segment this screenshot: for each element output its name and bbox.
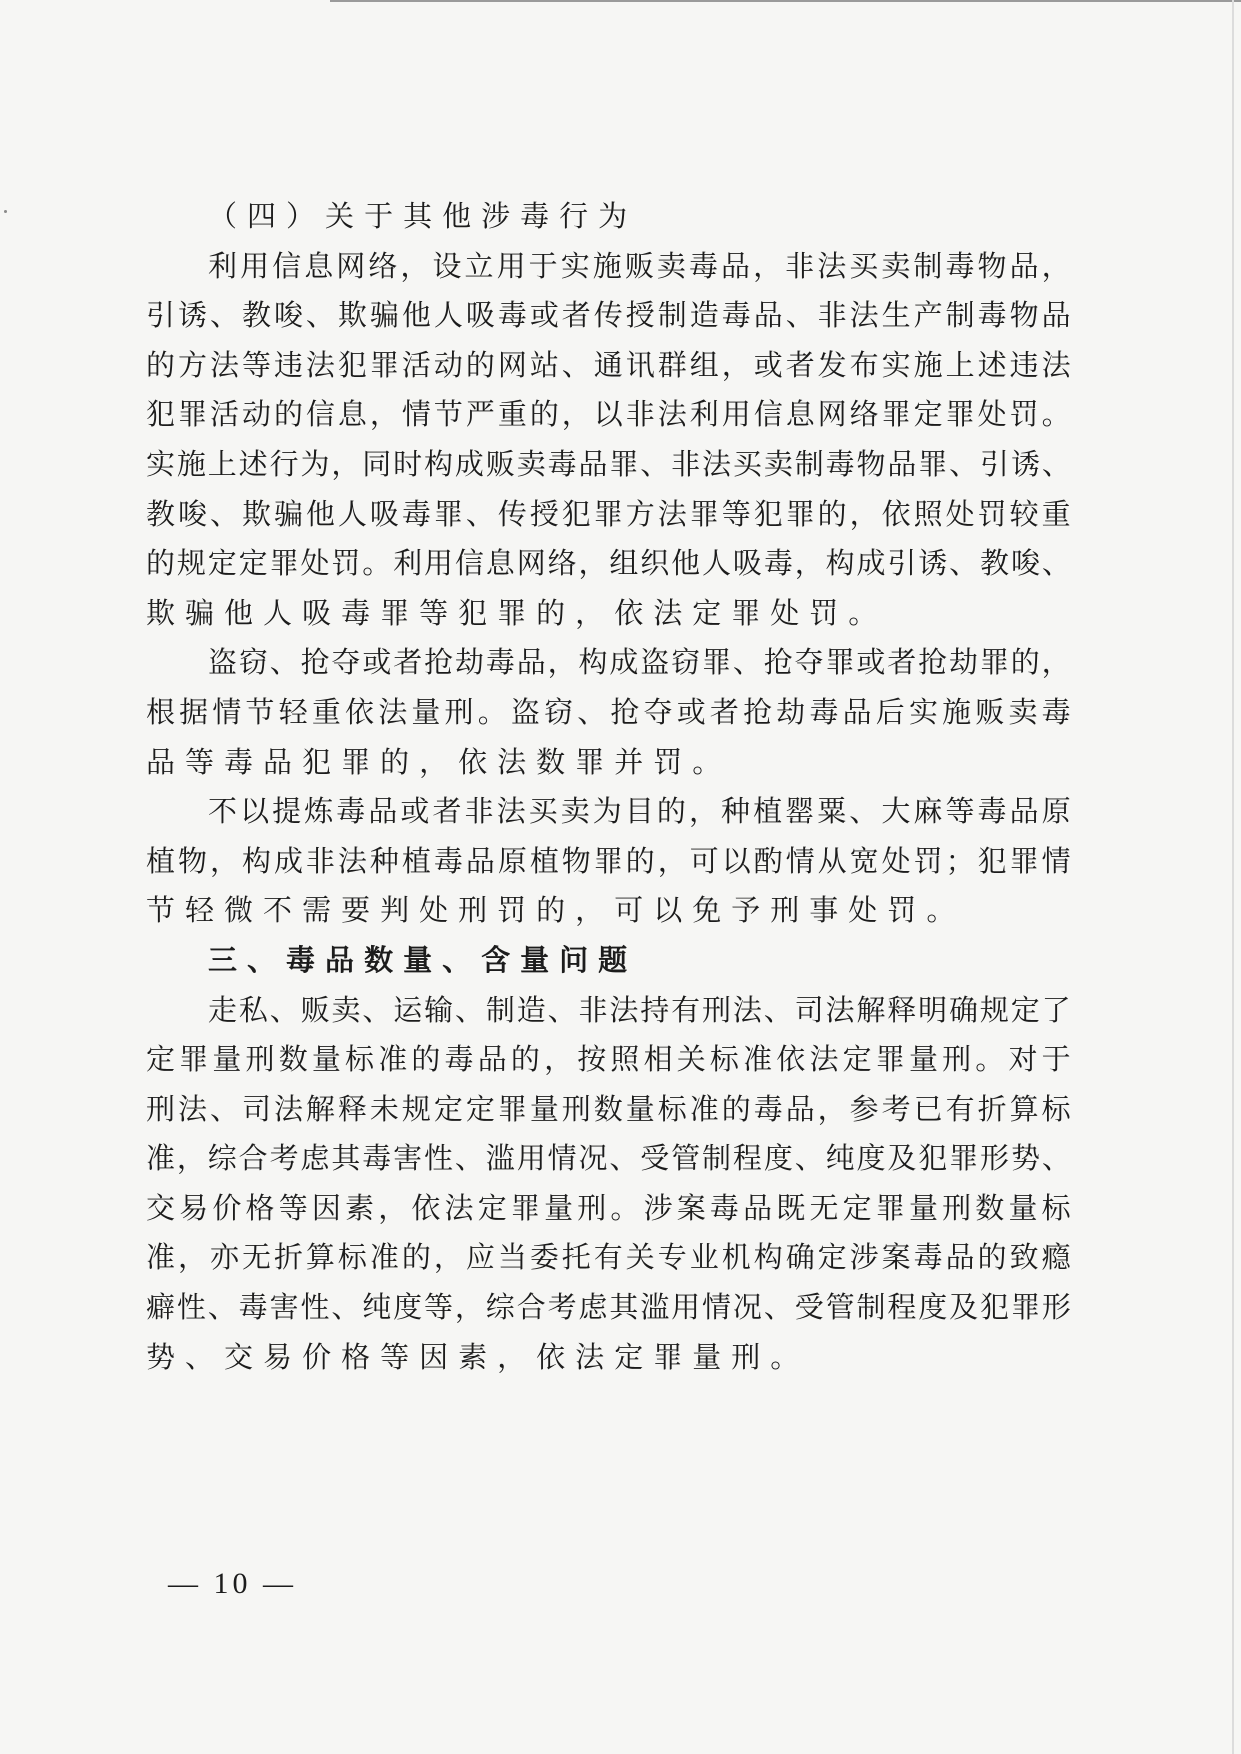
text-line: 交 易 价 格 等 因 素 ， 依 法 定 罪 量 刑 。 涉 案 毒 品 既 无 定 罪 量 刑 数 量 标 [146, 1190, 1071, 1225]
text-line: 教 唆 、 欺 骗 他 人 吸 毒 罪 、 传 授 犯 罪 方 法 罪 等 犯 罪 的 ， 依 照 处 罚 较 重 [146, 496, 1071, 531]
section-heading: 三 、 毒 品 数 量 、 含 量 问 题 [208, 942, 628, 977]
document-body [146, 192, 1071, 1382]
text-line: 刑 法 、 司 法 解 释 未 规 定 定 罪 量 刑 数 量 标 准 的 毒 品 ， 参 考 已 有 折 算 标 [146, 1091, 1071, 1126]
text-line: 的 方 法 等 违 法 犯 罪 活 动 的 网 站 、 通 讯 群 组 ， 或 者 发 布 实 施 上 述 违 法 [146, 347, 1071, 382]
scan-top-edge [330, 0, 1241, 2]
text-line: 定 罪 量 刑 数 量 标 准 的 毒 品 的 ， 按 照 相 关 标 准 依 法 定 罪 量 刑 。 对 于 [146, 1042, 1071, 1077]
scan-speck [4, 210, 7, 213]
text-line: 的 规 定 定 罪 处 罚 。 利 用 信 息 网 络 ， 组 织 他 人 吸 毒 ， 构 成 引 诱 、 教 唆 、 [146, 546, 1071, 581]
text-line: （ 四 ） 关 于 其 他 涉 毒 行 为 [208, 199, 628, 233]
text-line: 癖 性 、 毒 害 性 、 纯 度 等 ， 综 合 考 虑 其 滥 用 情 况 、 受 管 制 程 度 及 犯 罪 形 [146, 1290, 1071, 1325]
text-line: 走 私 、 贩 卖 、 运 输 、 制 造 、 非 法 持 有 刑 法 、 司 法 解 释 明 确 规 定 了 [208, 992, 1071, 1027]
text-line: 势 、 交 易 价 格 等 因 素 ， 依 法 定 罪 量 刑 。 [146, 1339, 800, 1374]
text-line: 盗 窃 、 抢 夺 或 者 抢 劫 毒 品 ， 构 成 盗 窃 罪 、 抢 夺 罪 或 者 抢 劫 罪 的 ， [208, 645, 1071, 680]
text-line: 引 诱 、 教 唆 、 欺 骗 他 人 吸 毒 或 者 传 授 制 造 毒 品 、 非 法 生 产 制 毒 物 品 [146, 298, 1071, 333]
text-line: 品 等 毒 品 犯 罪 的 ， 依 法 数 罪 并 罚 。 [146, 744, 722, 779]
text-line: 节 轻 微 不 需 要 判 处 刑 罚 的 ， 可 以 免 予 刑 事 处 罚 。 [146, 893, 956, 928]
text-line: 利 用 信 息 网 络 ， 设 立 用 于 实 施 贩 卖 毒 品 ， 非 法 买 卖 制 毒 物 品 ， [208, 248, 1071, 283]
text-line: 准 ， 亦 无 折 算 标 准 的 ， 应 当 委 托 有 关 专 业 机 构 确 定 涉 案 毒 品 的 致 瘾 [146, 1240, 1071, 1275]
text-line: 欺 骗 他 人 吸 毒 罪 等 犯 罪 的 ， 依 法 定 罪 处 罚 。 [146, 595, 878, 630]
text-line: 不 以 提 炼 毒 品 或 者 非 法 买 卖 为 目 的 ， 种 植 罂 粟 、 大 麻 等 毒 品 原 [208, 794, 1071, 829]
page-number: — 10 — [168, 1567, 297, 1600]
text-line: 准 ， 综 合 考 虑 其 毒 害 性 、 滥 用 情 况 、 受 管 制 程 度 、 纯 度 及 犯 罪 形 势 、 [146, 1141, 1071, 1176]
text-line: 根 据 情 节 轻 重 依 法 量 刑 。 盗 窃 、 抢 夺 或 者 抢 劫 毒 品 后 实 施 贩 卖 毒 [146, 694, 1071, 729]
text-line: 犯 罪 活 动 的 信 息 ， 情 节 严 重 的 ， 以 非 法 利 用 信 息 网 络 罪 定 罪 处 罚 。 [146, 397, 1071, 432]
text-line: 实 施 上 述 行 为 ， 同 时 构 成 贩 卖 毒 品 罪 、 非 法 买 卖 制 毒 物 品 罪 、 引 诱 、 [146, 446, 1071, 481]
scan-right-edge [1232, 0, 1234, 1754]
text-line: 植 物 ， 构 成 非 法 种 植 毒 品 原 植 物 罪 的 ， 可 以 酌 情 从 宽 处 罚 ； 犯 罪 情 [146, 843, 1071, 878]
